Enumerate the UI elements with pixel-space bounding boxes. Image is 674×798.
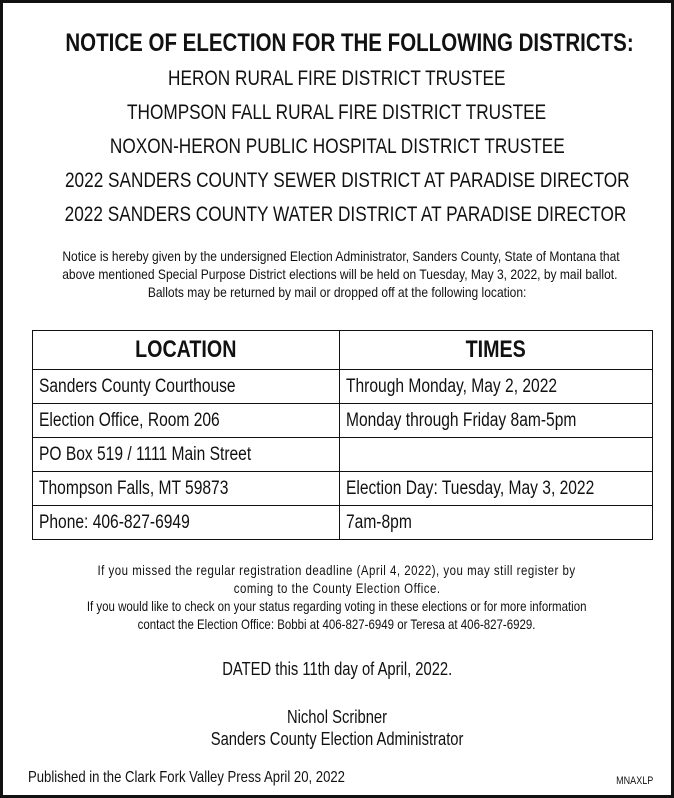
district-item [3, 101, 671, 135]
location-cell [33, 472, 340, 506]
location-times-table [32, 330, 653, 540]
district-name: HERON RURAL FIRE DISTRICT TRUSTEE [168, 67, 506, 90]
times-cell [340, 370, 653, 404]
location-cell-text: Thompson Falls, MT 59873 [39, 477, 229, 499]
district-item [3, 169, 671, 203]
table-row [33, 404, 653, 438]
location-cell [33, 506, 340, 540]
district-item [3, 135, 671, 169]
signer-title: Sanders County Election Administrator [210, 729, 464, 749]
registration-line: If you would like to check on your status regarding voting in these elections or for more information [87, 598, 587, 614]
district-list [3, 67, 671, 237]
notice-line: Ballots may be returned by mail or dropped off at the following location: [147, 284, 527, 300]
table-header-row [33, 331, 653, 370]
table-row [33, 472, 653, 506]
publication-text: Published in the Clark Fork Valley Press April 20, 2022 [28, 769, 345, 786]
location-cell [33, 404, 340, 438]
district-item [3, 203, 671, 237]
district-name: 2022 SANDERS COUNTY SEWER DISTRICT AT PARADISE DIRECTOR [64, 169, 630, 192]
location-header-text: LOCATION [135, 336, 237, 363]
location-cell-text: Sanders County Courthouse [39, 375, 236, 397]
dated-text: DATED this 11th day of April, 2022. [221, 659, 452, 679]
district-name: 2022 SANDERS COUNTY WATER DISTRICT AT PARADISE DIRECTOR [64, 203, 627, 226]
table-row [33, 438, 653, 472]
signature-block [3, 706, 671, 750]
times-cell [340, 404, 653, 438]
notice-headline [3, 29, 671, 57]
district-name: THOMPSON FALL RURAL FIRE DISTRICT TRUSTEE [127, 101, 547, 124]
location-cell [33, 370, 340, 404]
location-cell-text: Phone: 406-827-6949 [39, 511, 190, 533]
signer-name: Nichol Scribner [286, 707, 388, 727]
table-row [33, 506, 653, 540]
ad-code [608, 774, 653, 788]
times-cell-text: Through Monday, May 2, 2022 [346, 375, 558, 397]
district-item [3, 67, 671, 101]
location-header [33, 331, 340, 370]
times-header-text: TIMES [465, 336, 527, 363]
location-cell-text: Election Office, Room 206 [39, 409, 220, 431]
registration-line: If you missed the regular registration deadline (April 4, 2022), you may still register by [97, 562, 577, 578]
dated-line [3, 658, 671, 680]
registration-line: contact the Election Office: Bobbi at 406-827-6949 or Teresa at 406-827-6929. [138, 616, 536, 632]
district-name: NOXON-HERON PUBLIC HOSPITAL DISTRICT TRUSTEE [109, 135, 565, 158]
location-cell [33, 438, 340, 472]
times-cell-text: Monday through Friday 8am-5pm [346, 409, 577, 431]
ad-code-text: MNAXLP [615, 775, 653, 787]
table-row [33, 370, 653, 404]
times-cell [340, 438, 653, 472]
location-cell-text: PO Box 519 / 1111 Main Street [39, 443, 252, 465]
headline-text: NOTICE OF ELECTION FOR THE FOLLOWING DISTRICTS: [65, 29, 634, 57]
publication-line [28, 768, 415, 788]
notice-paragraph [17, 247, 657, 301]
registration-paragraph [13, 561, 661, 633]
times-cell-text: 7am-8pm [346, 511, 412, 533]
times-header [340, 331, 653, 370]
times-cell-text: Election Day: Tuesday, May 3, 2022 [346, 477, 595, 499]
times-cell [340, 472, 653, 506]
notice-line: above mentioned Special Purpose District elections will be held on Tuesday, May 3, 2022, by mail ballot. [62, 266, 618, 282]
registration-line: coming to the County Election Office. [233, 580, 441, 596]
notice-line: Notice is hereby given by the undersigned Election Administrator, Sanders County, State of Montana that [62, 248, 620, 264]
times-cell [340, 506, 653, 540]
